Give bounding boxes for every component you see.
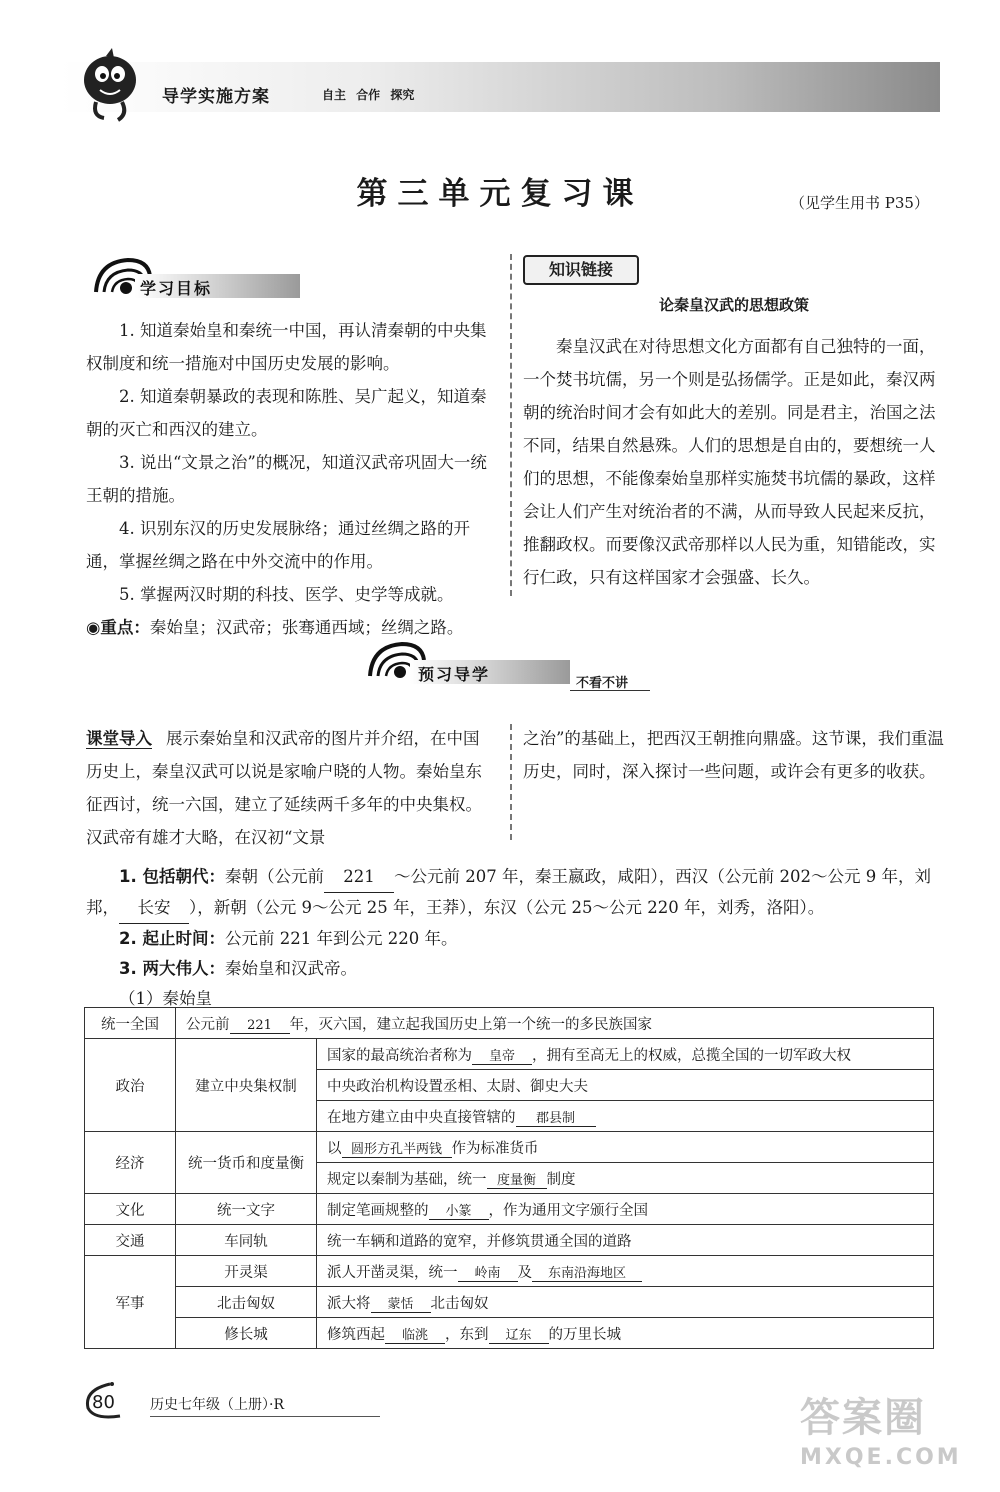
content-cell: 派人开凿灵渠，统一 岭南 及 东南沿海地区 [317,1256,934,1287]
measure-cell: 开灵渠 [176,1256,317,1287]
goals-list [86,314,494,644]
measure-cell: 修长城 [176,1318,317,1349]
table-row [85,1194,934,1225]
content-cell: 规定以秦制为基础，统一 度量衡 制度 [317,1163,934,1194]
key-points-text: 秦始皇；汉武帝；张骞通西域；丝绸之路。 [149,618,464,637]
mascot-logo-icon [66,44,156,124]
header-subtitle: 自主 合作 探究 [322,88,415,102]
page-title: 第三单元复习课 [356,176,644,212]
measure-cell: 建立中央集权制 [176,1039,317,1132]
dynasties-line [86,862,946,924]
fill-blank: 辽东 [489,1324,549,1344]
dynasties-label: 1. 包括朝代： [119,867,225,886]
footer-rule [150,1416,380,1417]
measure-cell: 车同轨 [176,1225,317,1256]
knowledge-title: 论秦皇汉武的思想政策 [658,296,809,314]
measure-cell: 统一货币和度量衡 [176,1132,317,1194]
page-number: 80 [92,1392,115,1413]
footer-book-title: 历史七年级（上册）·R [150,1397,284,1413]
table-row [85,1287,934,1318]
goal-item: 4. 识别东汉的历史发展脉络；通过丝绸之路的开通，掌握丝绸之路在中外交流中的作用。 [86,519,470,571]
watermark-text-en: MXQE.COM [800,1445,962,1470]
category-cell: 交通 [85,1225,176,1256]
period-text: 公元前 221 年到公元 220 年。 [225,929,458,948]
category-cell: 政治 [85,1039,176,1132]
dynasties-text-c: ），新朝（公元 9～公元 25 年，王莽），东汉（公元 25～公元 220 年，刘秀，洛阳）。 [189,898,825,917]
column-divider [510,254,512,596]
figures-label: 3. 两大伟人： [119,959,225,978]
dynasties-text-b: ～公元前 207 年，秦王嬴政，咸阳），西汉（公元前 202～公元 9 年，刘邦， [86,867,931,917]
qin-subheading: （1）秦始皇 [119,989,212,1008]
period-line [86,924,946,954]
goal-item: 3. 说出“文景之治”的概况，知道汉武帝巩固大一统王朝的措施。 [86,453,487,505]
table-row [85,1318,934,1349]
goals-header: 学习目标 [140,279,213,298]
fill-blank: 221 [230,1018,290,1034]
goal-item: 5. 掌握两汉时期的科技、医学、史学等成就。 [119,585,454,604]
measure-cell: 北击匈奴 [176,1287,317,1318]
reference-note: （见学生用书 P35） [790,194,929,212]
figures-text: 秦始皇和汉武帝。 [225,959,357,978]
fill-blank: 郡县制 [516,1107,596,1127]
category-cell: 经济 [85,1132,176,1194]
watermark [800,1386,962,1470]
category-cell: 军事 [85,1256,176,1349]
fill-blank: 长安 [119,893,189,924]
fill-blank: 度量衡 [487,1169,547,1189]
dynasties-text-a: 秦朝（公元前 [225,867,324,886]
table-row [85,1132,934,1163]
figures-line [86,954,946,984]
content-cell: 以 圆形方孔半两钱 作为标准货币 [317,1132,934,1163]
intro-label: 课堂导入 [86,729,152,748]
fill-blank: 东南沿海地区 [532,1262,642,1282]
watermark-text-cn: 答案圈 [800,1395,926,1441]
fill-blank: 221 [324,862,394,893]
table-row [85,1225,934,1256]
preview-underline [570,690,650,691]
key-points-label: ◉重点： [86,618,150,637]
preview-subtitle: 不看不讲 [576,676,629,691]
measure-cell: 统一文字 [176,1194,317,1225]
goal-item: 1. 知道秦始皇和秦统一中国，再认清秦朝的中央集权制度和统一措施对中国历史发展的影响。 [86,321,487,373]
content-cell: 公元前 221 年，灭六国，建立起我国历史上第一个统一的多民族国家 [176,1008,934,1039]
column-divider [510,724,512,840]
content-cell: 统一车辆和道路的宽窄，并修筑贯通全国的道路 [317,1225,934,1256]
content-cell: 国家的最高统治者称为 皇帝 ，拥有至高无上的权威，总揽全国的一切军政大权 [317,1039,934,1070]
table-row [85,1008,934,1039]
intro-right-text: 之治”的基础上，把西汉王朝推向鼎盛。这节课，我们重温历史，同时，深入探讨一些问题，或许会有更多的收获。 [523,729,944,781]
content-cell: 在地方建立由中央直接管辖的 郡县制 [317,1101,934,1132]
fill-blank: 蒙恬 [371,1293,431,1313]
fill-blank: 小篆 [429,1200,489,1220]
header-title: 导学实施方案 [162,87,270,107]
goal-item: 2. 知道秦朝暴政的表现和陈胜、吴广起义，知道秦朝的灭亡和西汉的建立。 [86,387,487,439]
goal-key-points [86,611,494,644]
table-row [85,1039,934,1070]
preview-header: 预习导学 [418,665,491,684]
knowledge-text: 秦皇汉武在对待思想文化方面都有自己独特的一面，一个焚书坑儒，另一个则是弘扬儒学。正是如此，秦汉两朝的统治时间才会有如此大的差别。同是君主，治国之法不同，结果自然悬殊。人们的思想是自由的，要想统一人们的思想，不能像秦始皇那样实施焚书坑儒的暴政，这样会让人们产生对统治者的不满，从而导致人民起来反抗，推翻政权。而要像汉武帝那样以人民为重，知错能改，实行仁政，只有这样国家才会强盛、长久。 [523,337,936,587]
fill-blank: 皇帝 [472,1045,532,1065]
intro-paragraph [86,722,494,854]
content-cell: 中央政治机构设置丞相、太尉、御史大夫 [317,1070,934,1101]
content-cell: 制定笔画规整的 小篆 ，作为通用文字颁行全国 [317,1194,934,1225]
period-label: 2. 起止时间： [119,929,225,948]
table-row [85,1256,934,1287]
fill-blank: 岭南 [458,1262,518,1282]
content-cell: 派大将 蒙恬 北击匈奴 [317,1287,934,1318]
knowledge-text-block [523,310,945,594]
category-cell: 文化 [85,1194,176,1225]
fill-blank: 圆形方孔半两钱 [342,1138,452,1158]
qin-measures-table [84,1007,934,1349]
category-cell: 统一全国 [85,1008,176,1039]
intro-right-column [523,722,945,788]
fill-blank: 临洮 [385,1324,445,1344]
intro-left-text: 展示秦始皇和汉武帝的图片并介绍，在中国历史上，秦皇汉武可以说是家喻户晓的人物。秦始皇东征西讨，统一六国，建立了延续两千多年的中央集权。汉武帝有雄才大略，在汉初“文景 [86,729,482,847]
intro-left-column [86,722,494,854]
content-cell: 修筑西起 临洮 ，东到 辽东 的万里长城 [317,1318,934,1349]
knowledge-badge: 知识链接 [523,255,639,285]
summary-lines [86,862,946,1014]
